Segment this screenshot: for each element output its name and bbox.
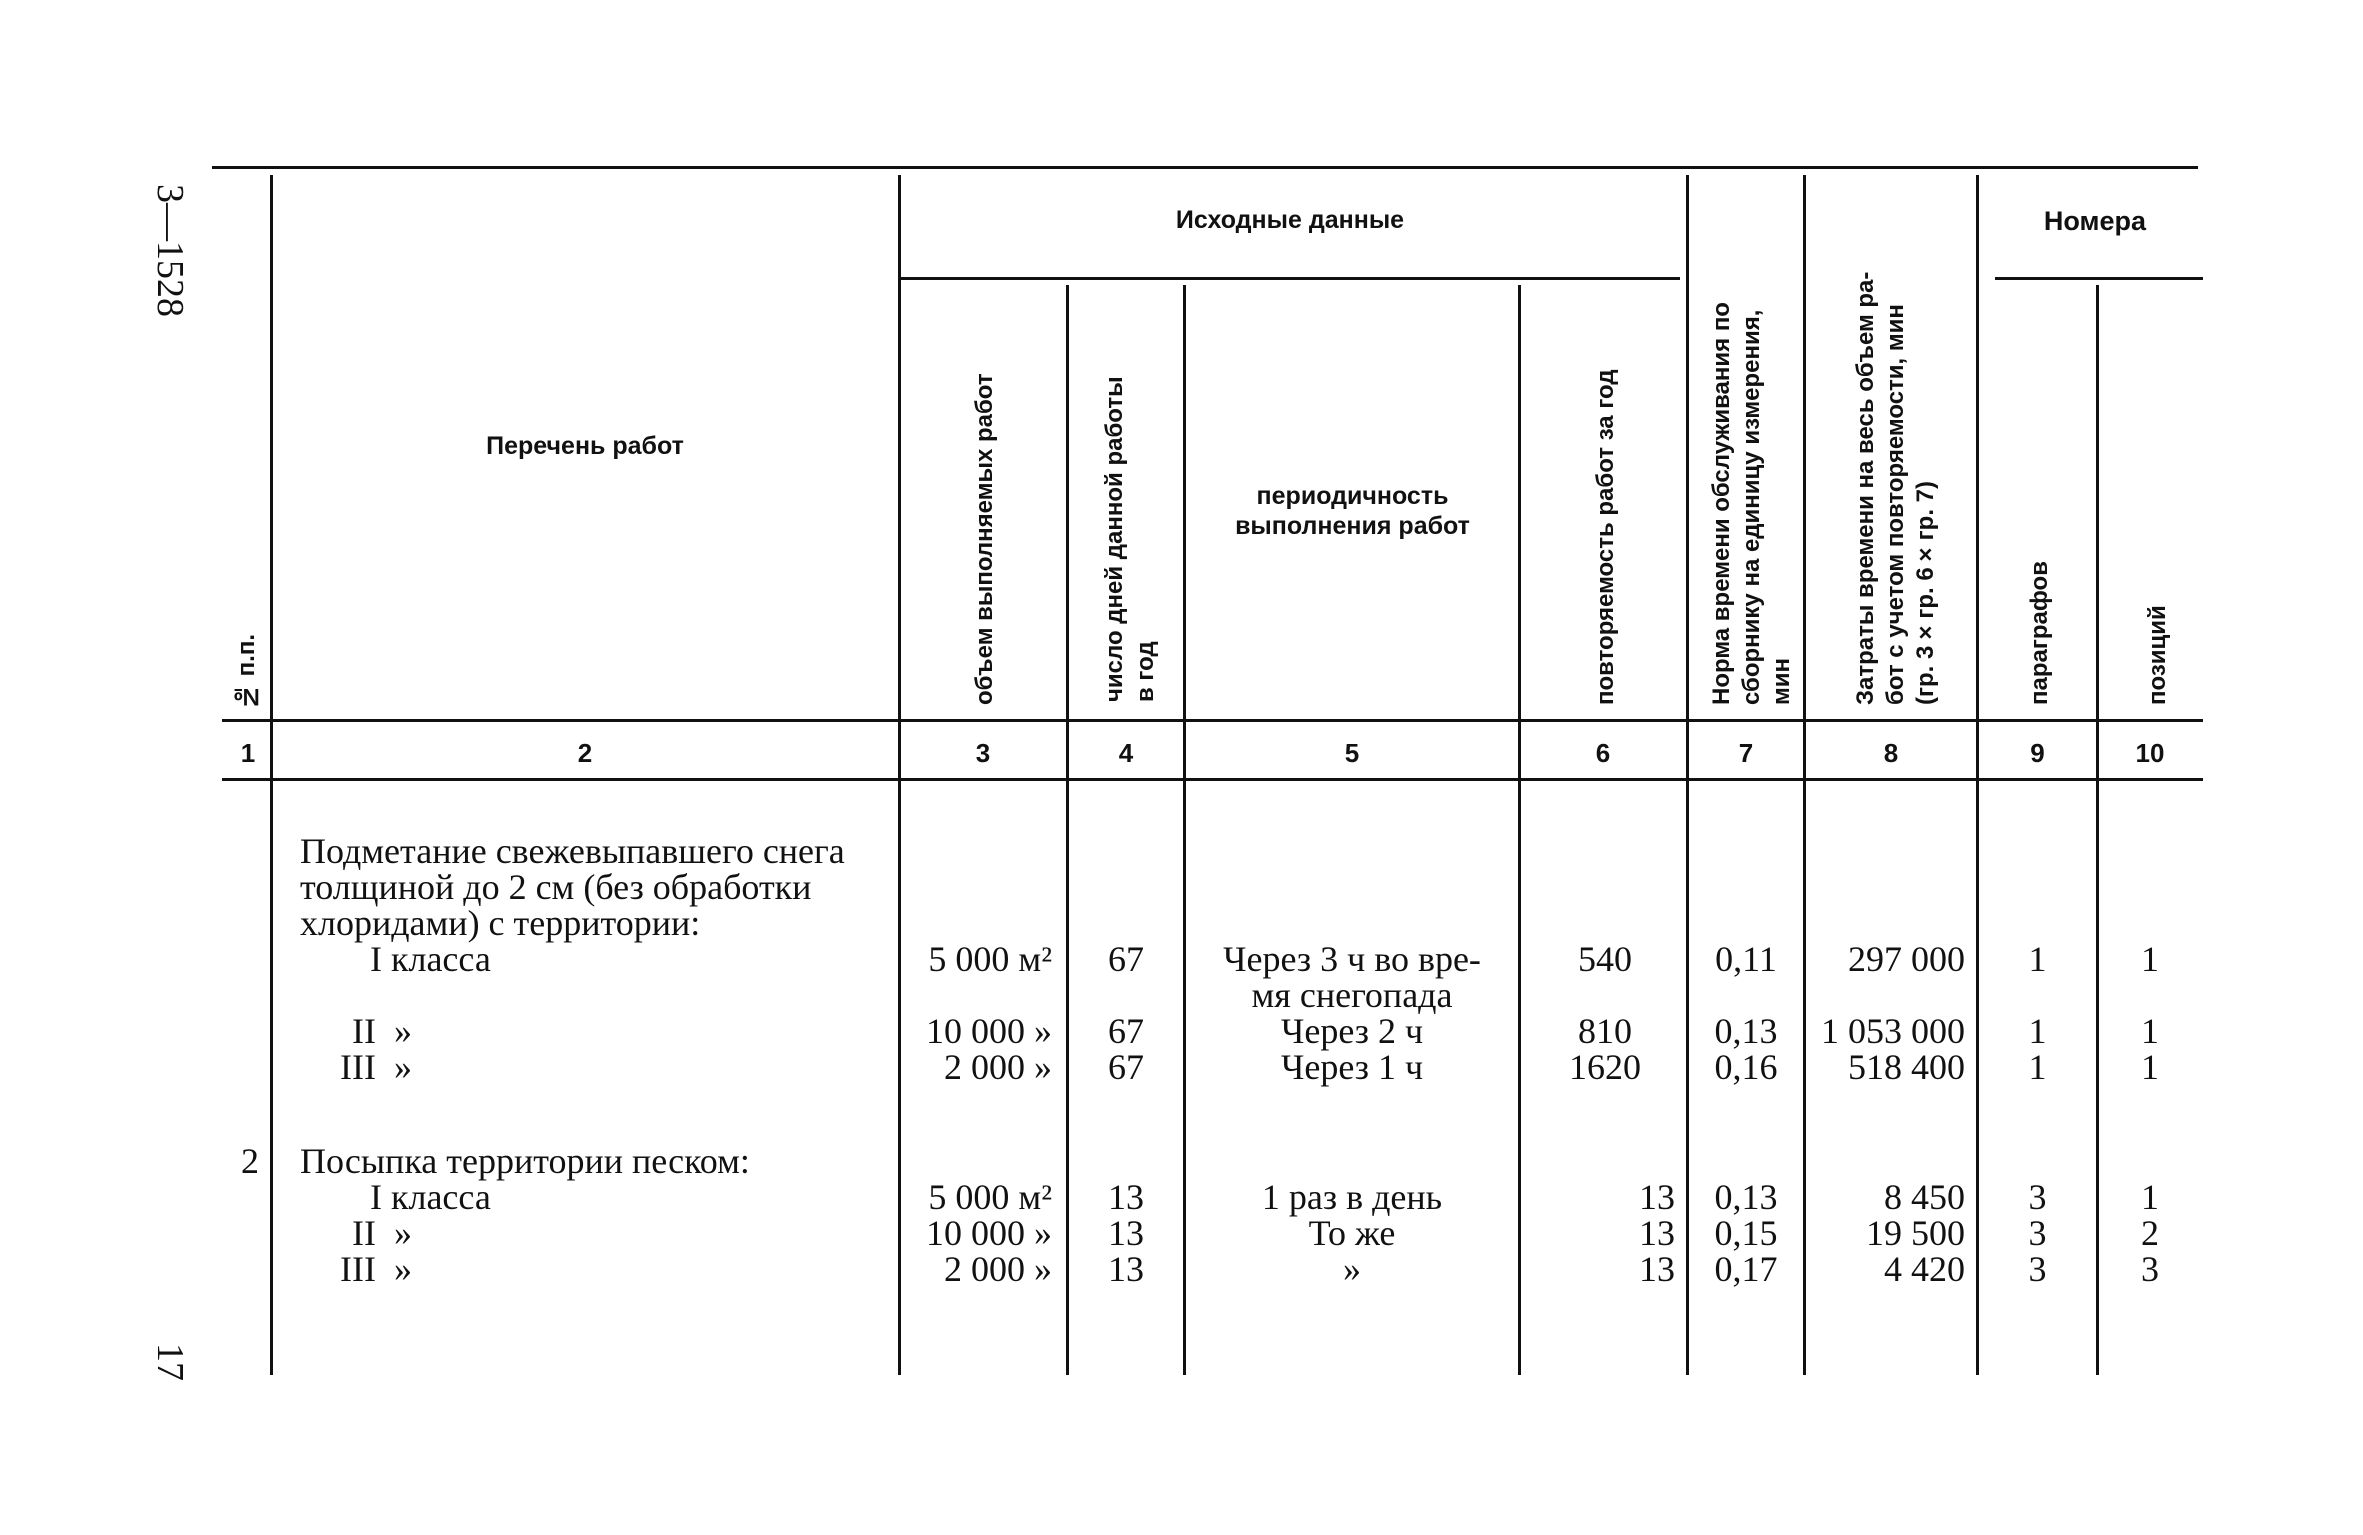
table-row-4-norm: 0,13 [1714, 1177, 1778, 1217]
table-row-5-name: II » [352, 1213, 412, 1253]
header-col8-line3: (гр. 3×гр. 6×гр. 7) [1912, 480, 1939, 705]
table-row-3-days: 67 [1108, 1047, 1144, 1087]
section1-title-line3: хлоридами) с территории: [300, 903, 701, 943]
page-number: 17 [149, 1343, 191, 1381]
col-number-4: 4 [1118, 738, 1134, 768]
header-col3: объем выполняемых работ [971, 373, 998, 705]
header-col6: повторяемость работ за год [1592, 369, 1619, 705]
table-row-6-volume: 2 000 » [944, 1249, 1052, 1289]
table-row-6-period: » [1343, 1249, 1361, 1289]
table-row-3-norm: 0,16 [1714, 1047, 1778, 1087]
table-row-6-days: 13 [1108, 1249, 1144, 1289]
col-rule-9 [2096, 285, 2099, 1375]
table-row-1-period-line1: Через 3 ч во вре- [1223, 939, 1481, 979]
header-col4-line1: число дней данной работы [1101, 376, 1128, 702]
table-row-6-pos: 3 [2141, 1249, 2159, 1289]
table-row-2-period: Через 2 ч [1280, 1011, 1424, 1051]
table-row-5-volume: 10 000 » [926, 1213, 1052, 1253]
header-col4-line2: в год [1132, 641, 1159, 702]
col-number-6: 6 [1595, 738, 1611, 768]
table-row-5-days: 13 [1108, 1213, 1144, 1253]
table-row-2-par: 1 [2028, 1011, 2047, 1051]
section1-title-line1: Подметание свежевыпавшего снега [300, 831, 845, 871]
col-number-7: 7 [1738, 738, 1754, 768]
header-col9: параграфов [2026, 561, 2053, 705]
table-row-3-par: 1 [2028, 1047, 2047, 1087]
table-row-1-name: I класса [370, 939, 491, 979]
table-row-3-repeat: 1620 [1569, 1047, 1641, 1087]
table-row-1-cost: 297 000 [1848, 939, 1965, 979]
section1-title-line2: толщиной до 2 см (без обработки [300, 867, 812, 907]
col-number-10: 10 [2135, 738, 2165, 768]
table-row-5-par: 3 [2028, 1213, 2047, 1253]
table-row-1-days: 67 [1108, 939, 1144, 979]
header-col10: позиций [2144, 605, 2171, 705]
col-rule-6 [1686, 175, 1689, 1375]
table-row-4-name: I класса [370, 1177, 491, 1217]
table-row-1-pos: 1 [2141, 939, 2159, 979]
document-code: 3—1528 [149, 184, 191, 317]
header-col7-line1: Норма времени обслуживания по [1708, 302, 1735, 705]
table-row-3-volume: 2 000 » [944, 1047, 1052, 1087]
group-rule-source [900, 277, 1680, 280]
table-row-2-pos: 1 [2141, 1011, 2159, 1051]
col-number-2: 2 [577, 738, 593, 768]
table-row-3-period: Через 1 ч [1280, 1047, 1424, 1087]
table-row-4-cost: 8 450 [1884, 1177, 1965, 1217]
table-row-2-norm: 0,13 [1714, 1011, 1778, 1051]
header-group-numbers: Номера [2043, 206, 2147, 236]
col-rule-1 [270, 175, 273, 1375]
header-group-source: Исходные данные [1175, 206, 1405, 234]
table-row-1-volume: 5 000 м² [928, 939, 1052, 979]
table-row-2-volume: 10 000 » [926, 1011, 1052, 1051]
header-col7-line2: сборнику на единицу измерения, [1738, 309, 1765, 705]
table-row-1-period-line2: мя снегопада [1251, 975, 1453, 1015]
table-row-6-name: III » [340, 1249, 412, 1289]
table-row-6-cost: 4 420 [1884, 1249, 1965, 1289]
table-row-4-days: 13 [1108, 1177, 1144, 1217]
table-row-5-norm: 0,15 [1714, 1213, 1778, 1253]
table-row-4-volume: 5 000 м² [928, 1177, 1052, 1217]
table-row-3-name: III » [340, 1047, 412, 1087]
number-row-rule [222, 778, 2203, 781]
section2-title: Посыпка территории песком: [300, 1141, 750, 1181]
table-row-5-period: То же [1308, 1213, 1396, 1253]
table-row-2-days: 67 [1108, 1011, 1144, 1051]
col-number-3: 3 [975, 738, 991, 768]
col-number-1: 1 [240, 738, 256, 768]
col-number-8: 8 [1883, 738, 1899, 768]
table-row-6-par: 3 [2028, 1249, 2047, 1289]
header-col8-line1: Затраты времени на весь объем ра- [1852, 271, 1879, 705]
table-row-5-cost: 19 500 [1866, 1213, 1965, 1253]
section2-index: 2 [241, 1141, 259, 1181]
header-col5-line2: выполнения работ [1235, 512, 1470, 540]
table-row-5-repeat: 13 [1639, 1213, 1675, 1253]
table-row-4-pos: 1 [2141, 1177, 2159, 1217]
table-top-rule [212, 166, 2198, 169]
col-rule-5 [1518, 285, 1521, 1375]
col-number-5: 5 [1344, 738, 1360, 768]
col-rule-3 [1066, 285, 1069, 1375]
header-col5-line1: периодичность [1256, 482, 1449, 510]
header-col1: № п.п. [233, 634, 260, 710]
col-rule-8 [1976, 175, 1979, 1375]
table-row-4-period: 1 раз в день [1261, 1177, 1443, 1217]
table-row-3-cost: 518 400 [1848, 1047, 1965, 1087]
table-row-3-pos: 1 [2141, 1047, 2159, 1087]
table-row-2-repeat: 810 [1578, 1011, 1632, 1051]
table-row-6-norm: 0,17 [1714, 1249, 1778, 1289]
header-col2: Перечень работ [486, 432, 684, 460]
col-number-9: 9 [2030, 738, 2045, 768]
table-row-4-par: 3 [2028, 1177, 2047, 1217]
table-row-1-par: 1 [2028, 939, 2047, 979]
table-row-2-name: II » [352, 1011, 412, 1051]
table-row-1-norm: 0,11 [1715, 939, 1777, 979]
group-rule-numbers [1995, 277, 2203, 280]
table-row-6-repeat: 13 [1639, 1249, 1675, 1289]
header-bottom-rule [222, 719, 2203, 722]
table-row-5-pos: 2 [2141, 1213, 2159, 1253]
header-col7-line3: мин [1768, 657, 1795, 705]
table-row-1-repeat: 540 [1578, 939, 1632, 979]
table-row-4-repeat: 13 [1639, 1177, 1675, 1217]
col-rule-4 [1183, 285, 1186, 1375]
header-col8-line2: бот с учетом повторяемости, мин [1882, 304, 1909, 705]
table-row-2-cost: 1 053 000 [1821, 1011, 1965, 1051]
